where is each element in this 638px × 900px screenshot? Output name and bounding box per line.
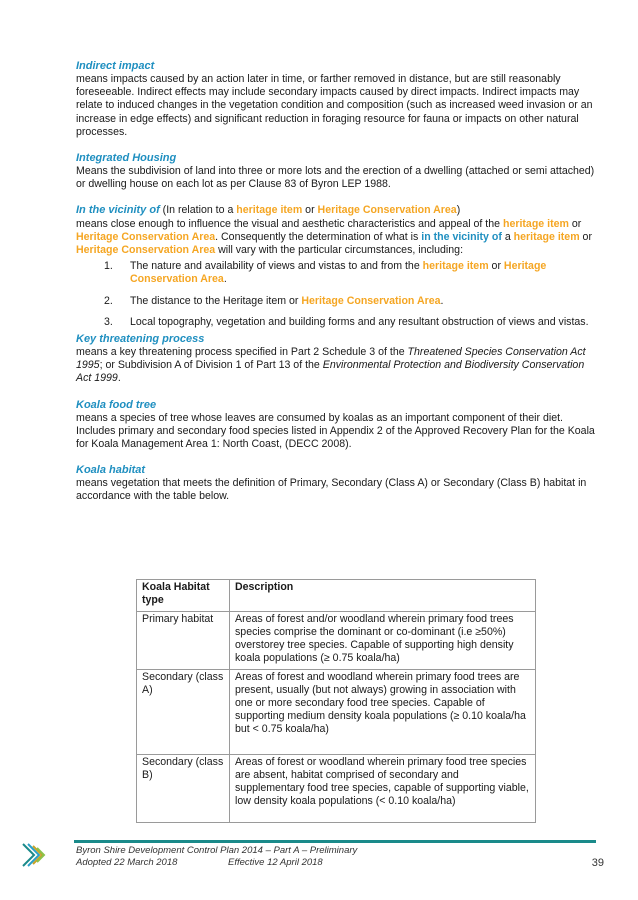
heritage-item-ref: heritage item bbox=[502, 217, 569, 230]
effective-date: Effective 12 April 2018 bbox=[228, 857, 323, 868]
list-item: 3. Local topography, vegetation and building forms and any resultant obstruction of views and vistas. bbox=[104, 315, 589, 328]
column-header-description: Description bbox=[230, 580, 536, 612]
term-title: Koala food tree bbox=[76, 398, 157, 411]
table-header-row bbox=[137, 580, 536, 612]
list-item: 1. The nature and availability of views and vistas to and from the heritage item or Heritage Conservation Area. bbox=[104, 260, 547, 286]
definition-indirect-impact bbox=[76, 60, 596, 139]
footer-document-title: Byron Shire Development Control Plan 2014 – Part A – Preliminary bbox=[76, 845, 358, 856]
hca-ref: Heritage Conservation Area bbox=[76, 230, 216, 243]
term-definition: means impacts caused by an action later in time, or farther removed in distance, but are still reasonably foreseeable. Indirect effects may include secondary impacts caused by direct impacts. Indirect impacts may relate to induced changes in the vegetation condition and composition (such as increased weed invasion or an increase in edge effects) and significant reduction in foraging resource for fauna or impacts on other natural processes. bbox=[76, 73, 593, 138]
term-definition: means a key threatening process specified in Part 2 Schedule 3 of the Threatened Species Conservation Act 1995; or Subdivision A of Division 1 of Part 13 of the Environmental Protection and Biodiversity Conservation Act 1999. bbox=[76, 346, 586, 385]
habitat-type-cell: Secondary (class A) bbox=[137, 670, 230, 755]
term-definition: means vegetation that meets the definition of Primary, Secondary (Class A) or Secondary (Class B) habitat in accordance with the table below. bbox=[76, 477, 587, 503]
table-row bbox=[137, 755, 536, 823]
term-title: Integrated Housing bbox=[76, 152, 177, 165]
habitat-type-cell: Secondary (class B) bbox=[137, 755, 230, 823]
hca-ref: Heritage Conservation Area bbox=[317, 204, 457, 217]
list-item: 2. The distance to the Heritage item or Heritage Conservation Area. bbox=[104, 294, 444, 307]
habitat-type-cell: Primary habitat bbox=[137, 612, 230, 670]
definition-in-the-vicinity-of bbox=[76, 204, 596, 329]
habitat-description-cell: Areas of forest or woodland wherein primary food tree species are absent, habitat comprised of secondary and supplementary food tree species, capable of supporting viable, low density koala populations (< 0.10 koala/ha) bbox=[230, 755, 536, 823]
footer-divider bbox=[74, 840, 596, 843]
vicinity-ref: in the vicinity of bbox=[421, 230, 502, 243]
term-title: Indirect impact bbox=[76, 60, 155, 72]
page-footer bbox=[76, 845, 596, 869]
habitat-description-cell: Areas of forest and/or woodland wherein primary food trees species comprise the dominant or co-dominant (i.e ≥50%) overstorey tree species. Capable of supporting high density koala populations (≥ 0.75 koala/ha) bbox=[230, 612, 536, 670]
definition-integrated-housing bbox=[76, 152, 596, 191]
page-number: 39 bbox=[591, 857, 604, 869]
term-definition: Means the subdivision of land into three or more lots and the erection of a dwelling (attached or semi attached) or dwelling house on each lot as per Clause 83 of Byron LEP 1988. bbox=[76, 165, 595, 191]
hca-ref: Heritage Conservation Area bbox=[76, 244, 216, 257]
definitions-section bbox=[76, 60, 596, 517]
term-definition: means a species of tree whose leaves are consumed by koalas as an important component of their diet. Includes primary and secondary food species listed in Appendix 2 of the Approved Recovery Plan for the Koala for Koala Management Area 1: North Coast, (DECC 2008). bbox=[76, 411, 595, 451]
footer-dates bbox=[76, 857, 596, 869]
column-header-type: Koala Habitat type bbox=[137, 580, 230, 612]
byron-shire-logo-icon bbox=[20, 840, 50, 870]
definition-koala-habitat bbox=[76, 464, 596, 503]
heritage-item-ref: heritage item bbox=[236, 204, 303, 217]
term-definition: means close enough to influence the visual and aesthetic characteristics and appeal of the heritage item or Heritage Conservation Area. Consequently the determination of what is in the vicinity of a heritage item or Heritage Conservation Area will vary with the particular circumstances, including: bbox=[76, 217, 592, 257]
definition-koala-food-tree bbox=[76, 399, 596, 452]
term-title: Key threatening process bbox=[76, 333, 205, 346]
table-row bbox=[137, 612, 536, 670]
definition-key-threatening-process bbox=[76, 333, 596, 386]
koala-habitat-table bbox=[136, 579, 536, 823]
adopted-date: Adopted 22 March 2018 bbox=[76, 857, 178, 868]
term-title: Koala habitat bbox=[76, 464, 146, 477]
table-row bbox=[137, 670, 536, 755]
term-title: In the vicinity of bbox=[76, 204, 160, 217]
habitat-description-cell: Areas of forest and woodland wherein primary food trees are present, usually (but not always) growing in association with one or more secondary food tree species. Capable of supporting medium density koala populations (≥ 0.10 koala/ha but < 0.75 koala/ha) bbox=[230, 670, 536, 755]
term-intro: In the vicinity of (In relation to a heritage item or Heritage Conservation Area) bbox=[76, 204, 461, 217]
heritage-item-ref: heritage item bbox=[513, 230, 580, 243]
vicinity-criteria-list bbox=[76, 260, 596, 329]
